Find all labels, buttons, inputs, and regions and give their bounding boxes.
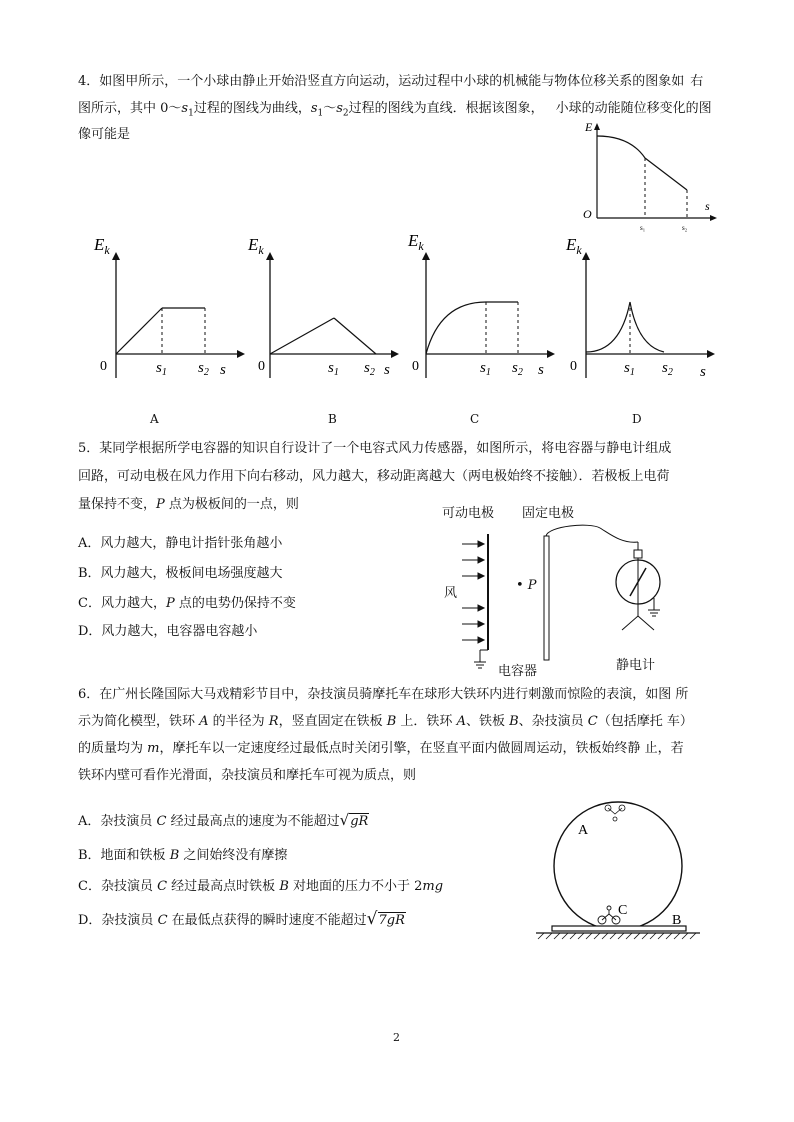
q6-option-d[interactable]: D．杂技演员 C 在最低点获得的瞬时速度不能超过√7gR	[78, 909, 405, 929]
q4-option-b-graph	[244, 228, 404, 378]
q6-loop-diagram	[530, 800, 710, 945]
svg-text:Ek: $E_k$	[566, 235, 582, 257]
q5-option-a[interactable]: A．风力越大，静电计指针张角越小	[78, 536, 283, 551]
q5-label-fixed-electrode: 固定电极	[522, 506, 575, 521]
q4-main-tick1: s₁	[640, 224, 646, 232]
q4-main-xlabel: s	[705, 199, 710, 213]
svg-text:s1: $s_1$	[156, 360, 167, 378]
svg-text:s2: $s_2$	[512, 360, 523, 378]
q5-label-capacitor: 电容器	[498, 664, 538, 679]
q6-line2: 示为简化模型，铁环 A 的半径为 R，竖直固定在铁板 B 上．铁环 A、铁板 B、杂技演员 C（包括摩托 车）	[78, 714, 693, 729]
q4-option-c-letter[interactable]: C	[470, 412, 480, 426]
q4-option-a-graph	[90, 228, 250, 378]
q4-main-graph	[575, 118, 725, 232]
svg-text:s1: $s_1$	[624, 360, 635, 378]
q6-fig-label-c: C	[618, 903, 628, 918]
q5-label-electrometer: 静电计	[616, 658, 656, 673]
svg-text:0: 0	[100, 359, 107, 374]
q4-main-ylabel: E	[585, 120, 593, 134]
svg-text:s2: $s_2$	[364, 360, 375, 378]
q5-label-movable-electrode: 可动电极	[442, 506, 495, 521]
page-number: 2	[393, 1031, 400, 1044]
q5-option-c[interactable]: C．风力越大，P 点的电势仍保持不变	[78, 596, 296, 611]
q5-line3: 量保持不变，P 点为极板间的一点，则	[78, 497, 299, 512]
q5-option-b[interactable]: B．风力越大，极板间电场强度越大	[78, 566, 283, 581]
q6-option-b[interactable]: B．地面和铁板 B 之间始终没有摩擦	[78, 848, 288, 863]
svg-text:s: s	[700, 364, 706, 380]
q4-line2: 图所示，其中 $0\sim s_1$过程的图线为曲线，$s_1\sim s_2$过程的图线为直线．根据该图象， 小球的动能随位移变化的图	[78, 101, 712, 119]
q4-option-d-graph	[560, 228, 720, 378]
svg-text:Ek: $E_k$	[94, 235, 110, 257]
q6-fig-label-a: A	[578, 823, 589, 838]
svg-text:s2: $s_2$	[198, 360, 209, 378]
q4-option-c-graph	[400, 228, 560, 378]
svg-text:s: s	[538, 362, 544, 378]
q4-line1: 4．如图甲所示，一个小球由静止开始沿竖直方向运动，运动过程中小球的机械能与物体位移关系的图象如 右	[78, 74, 704, 89]
svg-text:0: 0	[258, 359, 265, 374]
q4-main-tick2: s₂	[682, 224, 688, 232]
q5-label-wind: 风	[444, 586, 458, 601]
q4-option-a-letter[interactable]: A	[150, 412, 159, 426]
q5-label-point-p: • P	[516, 578, 537, 593]
q5-sensor-diagram	[450, 520, 680, 670]
q6-line1: 6．在广州长隆国际大马戏精彩节目中，杂技演员骑摩托车在球形大铁环内进行刺激而惊险的表演，如图 所	[78, 687, 689, 702]
svg-text:s1: $s_1$	[328, 360, 339, 378]
svg-text:Ek: $E_k$	[248, 235, 264, 257]
q4-option-d-letter[interactable]: D	[632, 412, 642, 426]
svg-text:s: s	[220, 362, 226, 378]
svg-text:0: 0	[570, 359, 577, 374]
svg-text:Ek: $E_k$	[408, 231, 424, 253]
q5-line2: 回路，可动电极在风力作用下向右移动，风力越大，移动距离越大（两电极始终不接触）．若极板上电荷	[78, 469, 670, 484]
q4-main-origin: O	[583, 207, 592, 221]
q4-line3: 像可能是	[78, 127, 131, 142]
q6-option-a[interactable]: A．杂技演员 C 经过最高点的速度为不能超过√gR	[78, 811, 369, 829]
svg-text:s1: $s_1$	[480, 360, 491, 378]
svg-text:s: s	[384, 362, 390, 378]
q5-line1: 5．某同学根据所学电容器的知识自行设计了一个电容式风力传感器，如图所示，将电容器与静电计组成	[78, 441, 672, 456]
q6-option-c[interactable]: C．杂技演员 C 经过最高点时铁板 B 对地面的压力不小于 2mg	[78, 879, 444, 894]
svg-text:s2: $s_2$	[662, 360, 673, 378]
q4-option-b-letter[interactable]: B	[328, 412, 337, 426]
q6-fig-label-b: B	[672, 913, 682, 928]
q6-line3: 的质量均为 m，摩托车以一定速度经过最低点时关闭引擎，在竖直平面内做圆周运动，铁板始终静 止，若	[78, 741, 684, 756]
q6-line4: 铁环内壁可看作光滑面，杂技演员和摩托车可视为质点，则	[78, 768, 417, 783]
q5-option-d[interactable]: D．风力越大，电容器电容越小	[78, 624, 258, 639]
svg-text:0: 0	[412, 359, 419, 374]
